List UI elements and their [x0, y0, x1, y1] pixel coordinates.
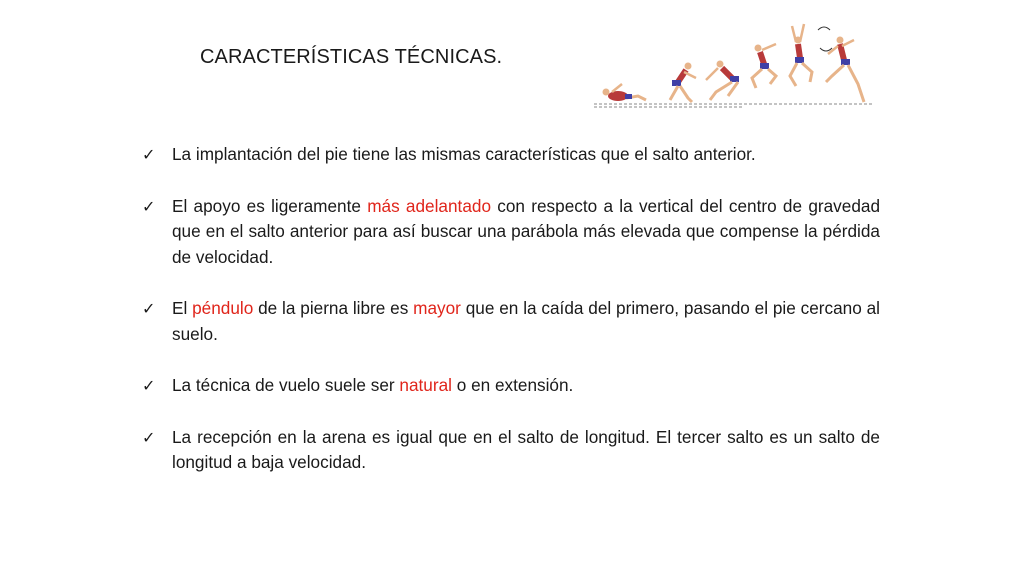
- highlight-text: más adelantado: [367, 195, 491, 216]
- highlight-text: mayor: [413, 298, 461, 318]
- check-mark-icon: ✓: [142, 145, 156, 164]
- bullet-item-2: [142, 194, 880, 271]
- bullet-item-5: [142, 425, 880, 476]
- athlete-figure-5: [790, 24, 812, 86]
- check-mark-icon: ✓: [142, 299, 156, 318]
- bullet-text: La implantación del pie tiene las mismas características que el salto anterior.: [172, 144, 756, 164]
- bullet-text: que en la caída del primero, pasando el pie cercano al suelo.: [172, 298, 880, 344]
- triple-jump-sequence-illustration: [592, 18, 876, 110]
- bullet-text: o en extensión.: [451, 375, 574, 395]
- check-mark-icon: ✓: [142, 376, 156, 395]
- check-mark-icon: ✓: [142, 427, 156, 447]
- bullet-text: La técnica de vuelo suele ser: [172, 375, 400, 395]
- highlight-text: péndulo: [192, 298, 254, 318]
- highlight-text: natural: [399, 375, 452, 395]
- athlete-figure-1: [603, 84, 647, 101]
- bullet-item-4: [142, 373, 880, 399]
- slide-title: CARACTERÍSTICAS TÉCNICAS.: [200, 46, 503, 68]
- bullet-text: El apoyo es ligeramente: [172, 195, 368, 216]
- athlete-figure-3: [706, 61, 739, 101]
- bullet-list: [142, 142, 880, 502]
- bullet-item-3: [142, 296, 880, 347]
- check-mark-icon: ✓: [142, 196, 156, 216]
- athlete-figure-6: [826, 37, 864, 103]
- bullet-text: El: [172, 298, 193, 318]
- bullet-text: La recepción en la arena es igual que en el salto de longitud. El tercer salto es un salto de longitud a baja velocidad.: [172, 426, 880, 472]
- athlete-figure-4: [752, 44, 776, 88]
- bullet-text: de la pierna libre es: [253, 298, 414, 318]
- athlete-figure-2: [670, 63, 696, 103]
- bullet-text: con respecto a la vertical del centro de gravedad que en el salto anterior para así buscar una parábola más elevada que compense la pérdida de velocidad.: [172, 195, 881, 267]
- bullet-item-1: [142, 142, 880, 168]
